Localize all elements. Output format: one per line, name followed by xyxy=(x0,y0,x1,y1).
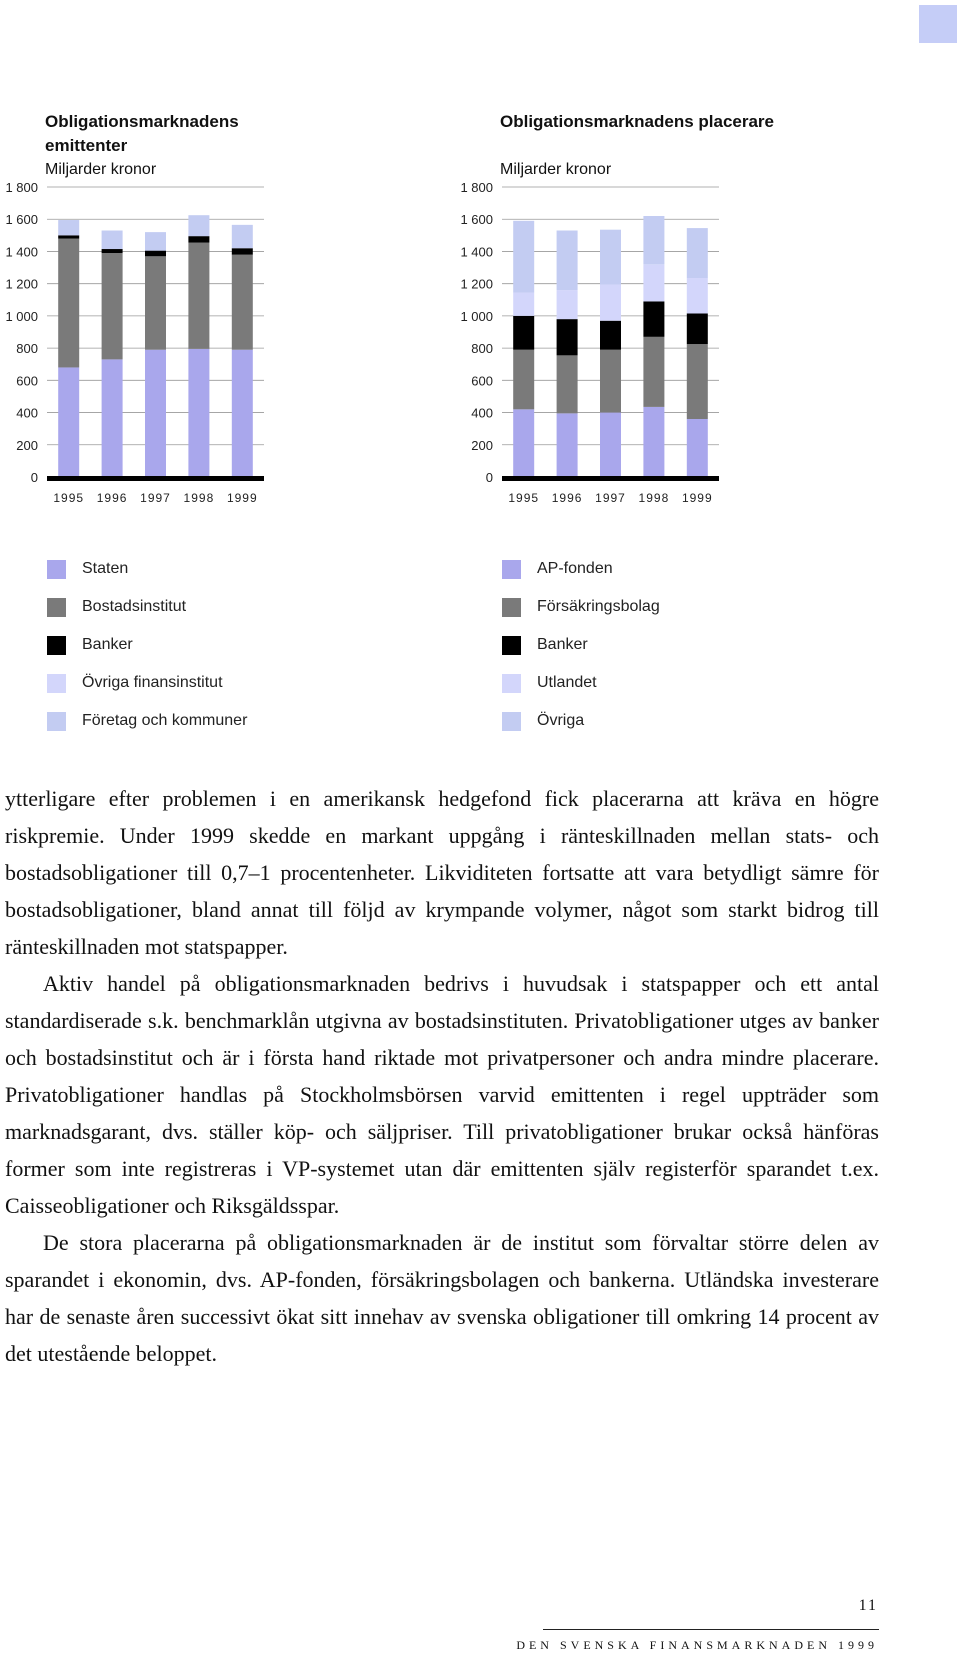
bar-segment xyxy=(557,290,578,319)
y-tick-label: 1 000 xyxy=(5,308,38,324)
legend-swatch xyxy=(502,560,521,579)
chart-title: Obligationsmarknadens placerare xyxy=(500,112,774,131)
bar-segment xyxy=(687,419,708,477)
bar-segment xyxy=(600,321,621,350)
y-tick-label: 800 xyxy=(16,341,38,357)
y-tick-label: 0 xyxy=(485,470,493,485)
y-tick-label: 1 400 xyxy=(460,244,493,260)
chart-subtitle: Miljarder kronor xyxy=(500,161,612,178)
legend-swatch xyxy=(502,598,521,617)
legend-label: Banker xyxy=(537,636,588,653)
bar-segment xyxy=(557,413,578,477)
x-tick-label: 1996 xyxy=(551,491,583,505)
legend-swatch xyxy=(502,636,521,655)
y-tick-label: 1 200 xyxy=(5,276,38,292)
x-tick-label: 1999 xyxy=(681,491,713,505)
baseline xyxy=(47,476,264,481)
legend-swatch xyxy=(502,712,521,731)
paragraph-aktiv-handel: Aktiv handel på obligationsmarknaden bedrivs i huvudsak i statspapper och ett antal standardiserade s.k. benchmarklån utgivna av bostadsinstituten. Privatobligationer utges av banker och bostadsinstitut och är i första hand riktade mot privatpersoner och andra mindre placerare. Privatobligationer handlas på Stockholmsbörsen varvid emittenten i regel uppträder som marknadsgarant, dvs. ställer köp- och säljpriser. Till privatobligationer brukar också hänföras former som inte registreras i VP-systemet utan där emittenten själv registerför sparandet t.ex. Caisseobligationer och Riksgäldsspar. xyxy=(5,971,879,1218)
legend-swatch xyxy=(47,598,66,617)
x-tick-label: 1997 xyxy=(595,491,626,505)
bar-segment xyxy=(232,255,253,350)
bar-segment xyxy=(58,220,79,235)
y-tick-label: 200 xyxy=(16,437,38,453)
bar-segment xyxy=(643,264,664,301)
bar-segment xyxy=(687,313,708,344)
y-tick-label: 1 400 xyxy=(5,244,38,260)
bar-segment xyxy=(58,235,79,238)
legend-label: Företag och kommuner xyxy=(82,712,248,729)
legend-swatch xyxy=(47,674,66,693)
bar-segment xyxy=(145,232,166,251)
y-tick-label: 600 xyxy=(16,373,38,389)
paragraph-hedgefond: ytterligare efter problemen i en amerikansk hedgefond fick placerarna att kräva en högre riskpremie. Under 1999 skedde en markant uppgång i ränteskillnaden mellan stats- och bostadsobligationer till 0,7–1 procentenheter. Likviditeten fortsatte att vara betydligt sämre för bostadsobligationer, bland annat till följd av krympande volymer, något som starkt bidrog till ränteskillnaden mot statspapper. xyxy=(5,786,879,959)
x-tick-label: 1995 xyxy=(508,491,540,505)
chart-title: Obligationsmarknadens emittenter xyxy=(45,112,239,155)
y-tick-label: 1 800 xyxy=(5,180,38,195)
chart-subtitle: Miljarder kronor xyxy=(45,161,157,178)
bar-segment xyxy=(188,349,209,477)
y-tick-label: 400 xyxy=(16,405,38,421)
legend-label: Bostadsinstitut xyxy=(82,598,187,615)
x-tick-label: 1998 xyxy=(638,491,670,505)
legend-swatch xyxy=(47,636,66,655)
bar-segment xyxy=(600,284,621,320)
y-tick-label: 0 xyxy=(30,470,38,485)
y-tick-label: 600 xyxy=(471,373,493,389)
baseline xyxy=(502,476,719,481)
bar-segment xyxy=(643,337,664,407)
bar-segment xyxy=(513,409,534,477)
bar-segment xyxy=(102,249,123,253)
bar-segment xyxy=(557,355,578,413)
corner-marker xyxy=(919,5,957,43)
bar-segment xyxy=(188,236,209,242)
bar-segment xyxy=(232,225,253,248)
bar-segment xyxy=(643,216,664,264)
paragraph-stora-placerarna: De stora placerarna på obligationsmarknaden är de institut som förvaltar större delen av sparandet i ekonomin, dvs. AP-fonden, försäkringsbolagen och bankerna. Utländska investerare har de senaste åren successivt ökat sitt innehav av svenska obligationer till omkring 14 procent av det utestående beloppet. xyxy=(5,1230,879,1366)
bar-segment xyxy=(58,239,79,368)
bar-segment xyxy=(102,253,123,359)
bar-segment xyxy=(687,228,708,278)
legend-label: Övriga finansinstitut xyxy=(82,674,223,691)
y-tick-label: 1 200 xyxy=(460,276,493,292)
legend-label: Staten xyxy=(82,560,129,577)
body-text xyxy=(5,780,879,1372)
bar-segment xyxy=(513,350,534,410)
bar-segment xyxy=(600,413,621,477)
publication-footer: DEN SVENSKA FINANSMARKNADEN 1999 xyxy=(516,1638,878,1652)
bar-segment xyxy=(513,293,534,316)
bar-segment xyxy=(145,251,166,257)
legend-swatch xyxy=(47,712,66,731)
bar-segment xyxy=(643,407,664,477)
legend-swatch xyxy=(47,560,66,579)
bar-segment xyxy=(687,344,708,419)
bar-segment xyxy=(58,367,79,477)
legend-label: Övriga xyxy=(537,712,585,729)
bar-segment xyxy=(513,221,534,293)
y-tick-label: 1 600 xyxy=(460,212,493,228)
footer-rule xyxy=(543,1629,879,1630)
bar-segment xyxy=(557,319,578,355)
y-tick-label: 400 xyxy=(471,405,493,421)
legend-label: Banker xyxy=(82,636,133,653)
x-tick-label: 1999 xyxy=(226,491,258,505)
bar-segment xyxy=(102,231,123,250)
bar-segment xyxy=(232,248,253,254)
y-tick-label: 1 000 xyxy=(460,308,493,324)
legend-label: AP-fonden xyxy=(537,560,613,577)
legend-swatch xyxy=(502,674,521,693)
bar-segment xyxy=(687,278,708,313)
chart-placerare xyxy=(455,110,895,730)
bar-segment xyxy=(513,316,534,350)
bar-segment xyxy=(600,350,621,413)
page-number: 11 xyxy=(858,1597,878,1614)
bar-segment xyxy=(102,359,123,477)
x-tick-label: 1998 xyxy=(183,491,215,505)
bar-segment xyxy=(232,350,253,477)
bar-segment xyxy=(557,231,578,291)
bar-segment xyxy=(188,243,209,349)
bar-segment xyxy=(188,215,209,236)
legend-label: Utlandet xyxy=(537,674,597,691)
bar-segment xyxy=(643,301,664,336)
bar-segment xyxy=(145,350,166,477)
legend-label: Försäkringsbolag xyxy=(537,598,660,615)
bar-segment xyxy=(145,256,166,349)
y-tick-label: 800 xyxy=(471,341,493,357)
bar-segment xyxy=(600,230,621,285)
x-tick-label: 1996 xyxy=(96,491,128,505)
y-tick-label: 1 800 xyxy=(460,180,493,195)
x-tick-label: 1997 xyxy=(140,491,171,505)
y-tick-label: 1 600 xyxy=(5,212,38,228)
y-tick-label: 200 xyxy=(471,437,493,453)
x-tick-label: 1995 xyxy=(53,491,85,505)
chart-emittenter xyxy=(0,110,440,730)
